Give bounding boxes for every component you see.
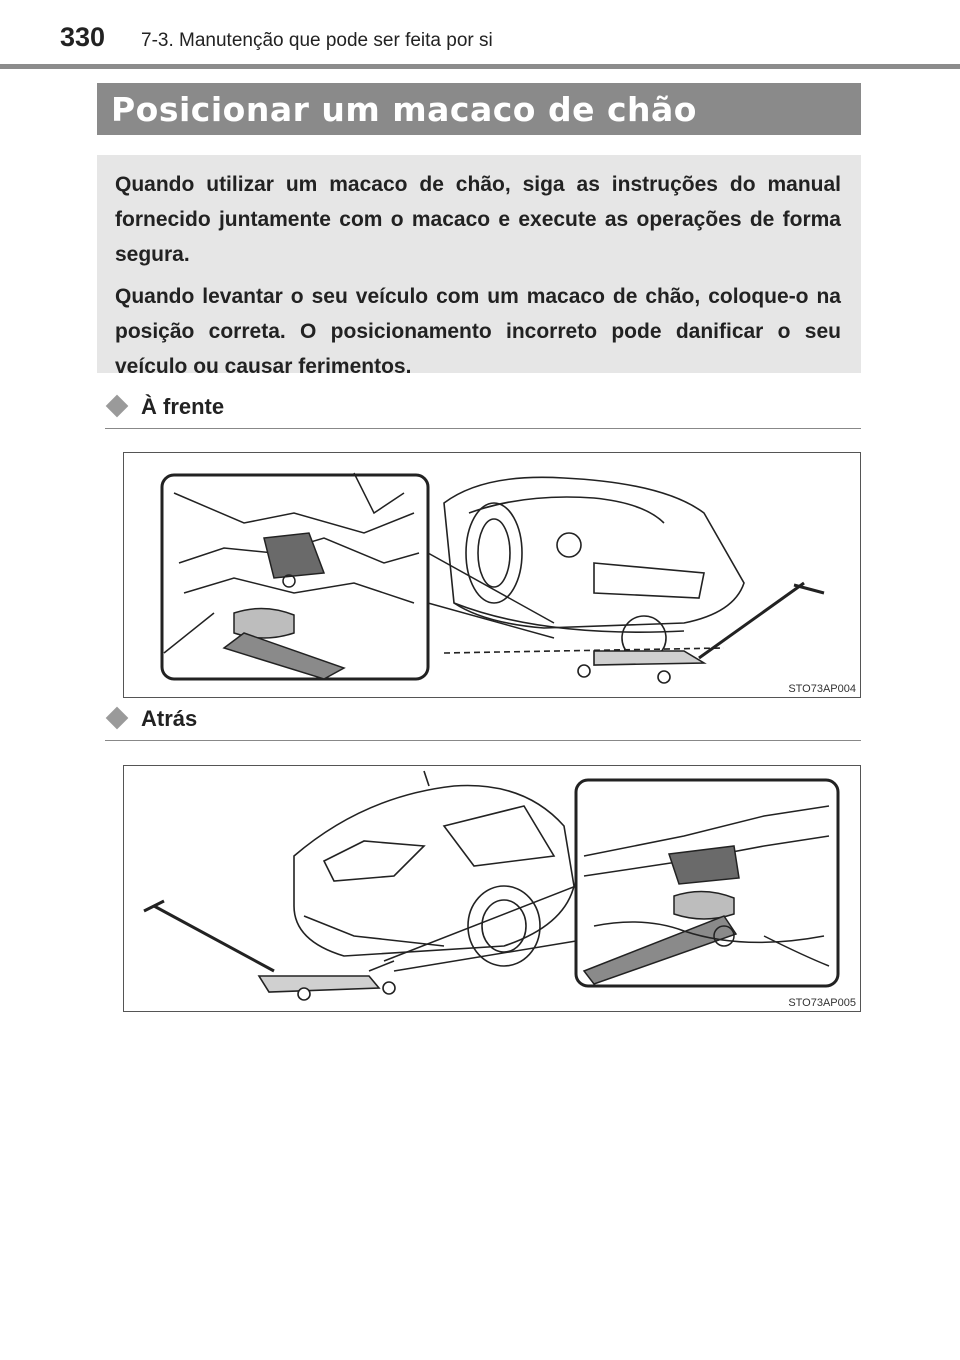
rear-jack-illustration (124, 766, 861, 1012)
page-number: 330 (60, 22, 106, 52)
header-divider (0, 64, 960, 69)
rear-callout-lines (384, 886, 576, 971)
intro-paragraph-1: Quando utilizar um macaco de chão, siga as instruções do manual fornecido juntamente com o macaco e execute as operações de forma segura. (115, 173, 841, 266)
front-car-outline (444, 477, 744, 660)
subsection-rear (105, 706, 861, 741)
rear-floor-jack (144, 901, 395, 1000)
intro-paragraph-2: Quando levantar o seu veículo com um macaco de chão, coloque-o na posição correta. O posicionamento incorreto pode danificar o seu veículo ou causar ferimentos. (115, 285, 841, 378)
section-title: Posicionar um macaco de chão (111, 90, 697, 129)
figure-code-rear: STO73AP005 (788, 997, 856, 1009)
diamond-bullet-icon (106, 395, 129, 418)
intro-box (97, 155, 861, 378)
rear-inset-detail (576, 780, 838, 986)
front-jack-illustration (124, 453, 861, 698)
diamond-bullet-icon (106, 707, 129, 730)
chapter-title: 7-3. Manutenção que pode ser feita por si (141, 30, 493, 51)
rear-car-outline (294, 771, 574, 966)
subsection-rear-label: Atrás (141, 706, 198, 731)
front-inset-detail (162, 473, 428, 679)
figure-front-jack (123, 452, 861, 698)
figure-rear-jack (123, 765, 861, 1012)
front-floor-jack (578, 583, 824, 683)
subsection-front (105, 394, 861, 429)
figure-code-front: STO73AP004 (788, 683, 856, 695)
section-title-bar (97, 83, 861, 135)
subsection-front-label: À frente (141, 394, 225, 419)
